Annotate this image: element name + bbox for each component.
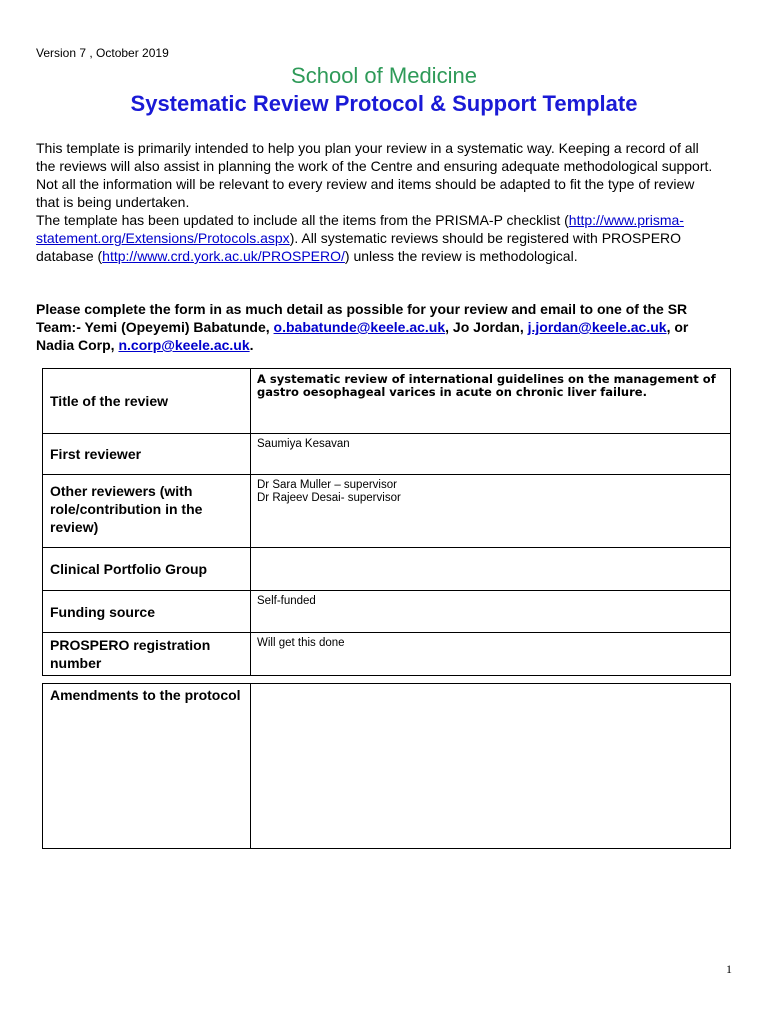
contact-instructions xyxy=(36,300,726,354)
email-link-babatunde[interactable]: o.babatunde@keele.ac.uk xyxy=(273,319,446,335)
school-title: School of Medicine xyxy=(291,63,477,88)
prospero-value-cell[interactable]: Will get this done xyxy=(251,633,731,676)
funding-label: Funding source xyxy=(50,603,155,620)
amendments-label: Amendments to the protocol xyxy=(50,687,241,703)
other-reviewer-2: Dr Rajeev Desai- supervisor xyxy=(257,492,401,504)
other-reviewers-label-cell xyxy=(43,475,251,548)
table-row xyxy=(43,591,731,633)
note-segment: Please complete the form in as much detail as possible for your review and email to one of the SR Team:- Yemi (Opeyemi) Babatunde, xyxy=(36,301,688,335)
prospero-label: PROSPERO registration number xyxy=(50,637,211,671)
amendments-table xyxy=(42,683,731,849)
note-segment: , or Nadia Corp, xyxy=(36,319,689,353)
prospero-link[interactable]: http://www.crd.york.ac.uk/PROSPERO/ xyxy=(102,248,345,264)
intro-paragraph-1: This template is primarily intended to help you plan your review in a systematic way. Keeping a record of all the reviews will also assist in planning the work of the Centre and ensuring adequate methodological support. Not all the information will be relevant to every review and items should be adapted to fit the type of review that is being undertaken. xyxy=(36,140,713,210)
table-row xyxy=(43,548,731,591)
funding-label-cell xyxy=(43,591,251,633)
other-reviewers-label: Other reviewers (with role/contribution in the review) xyxy=(50,483,203,535)
prospero-label-cell xyxy=(43,633,251,676)
email-link-corp[interactable]: n.corp@keele.ac.uk xyxy=(118,337,250,353)
cpg-value-cell[interactable] xyxy=(251,548,731,591)
intro-text-segment: The template has been updated to include all the items from the PRISMA-P checklist ( xyxy=(36,212,569,228)
first-reviewer-value-cell[interactable]: Saumiya Kesavan xyxy=(251,434,731,475)
intro-text-segment: ). All systematic reviews should be registered with PROSPERO database ( xyxy=(36,230,682,264)
review-details-table xyxy=(42,368,731,676)
table-row xyxy=(43,633,731,676)
email-link-jordan[interactable]: j.jordan@keele.ac.uk xyxy=(527,319,667,335)
intro-text xyxy=(36,139,720,265)
other-reviewers-value-cell[interactable] xyxy=(251,475,731,548)
other-reviewer-1: Dr Sara Muller – supervisor xyxy=(257,479,397,491)
first-reviewer-label-cell xyxy=(43,434,251,475)
table-row xyxy=(43,434,731,475)
intro-text-segment: ) unless the review is methodological. xyxy=(344,248,578,264)
table-row xyxy=(43,369,731,434)
title-label-cell xyxy=(43,369,251,434)
cpg-label-cell xyxy=(43,548,251,591)
template-title: Systematic Review Protocol & Support Template xyxy=(130,91,638,116)
first-reviewer-label: First reviewer xyxy=(50,446,142,462)
note-segment: , Jo Jordan, xyxy=(445,319,528,335)
amendments-value-cell[interactable] xyxy=(251,684,731,849)
title-value-cell[interactable]: A systematic review of international guidelines on the management of gastro oesophageal varices in acute on chronic liver failure. xyxy=(251,369,731,434)
amendments-label-cell xyxy=(43,684,251,849)
cpg-label: Clinical Portfolio Group xyxy=(50,561,208,577)
funding-value-cell[interactable]: Self-funded xyxy=(251,591,731,633)
note-segment: . xyxy=(249,337,254,353)
version-label: Version 7 , October 2019 xyxy=(36,46,169,60)
prisma-link[interactable]: http://www.prisma-statement.org/Extensions/Protocols.aspx xyxy=(36,212,684,246)
page-number: 1 xyxy=(726,962,732,976)
intro-paragraph-2 xyxy=(36,211,720,265)
title-label: Title of the review xyxy=(50,393,168,409)
table-row xyxy=(43,475,731,548)
table-row xyxy=(43,684,731,849)
